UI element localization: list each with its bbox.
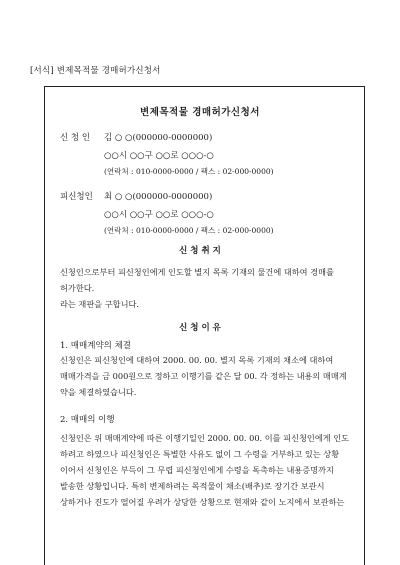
section1-line: 약을 체결하였습니다.: [60, 387, 137, 397]
section2-line: 상하거나 진도가 떨어질 우려가 상당한 상황으로 현재와 같이 노지에서 보관하는: [60, 497, 345, 507]
purpose-line: 신청인으로부터 피신청인에게 인도할 별지 목록 기재의 물건에 대하여 경매를: [60, 267, 334, 277]
purpose-line: 허가한다.: [60, 283, 95, 293]
section1-line: 신청인은 피신청인에 대하여 2000. 00. 00. 별지 목록 기재의 채소에 대하여: [60, 355, 334, 365]
section2-line: 하려고 하였으나 피신청인은 특별한 사유도 없이 그 수령을 거부하고 있는 상황: [60, 449, 340, 459]
section1-title: 1. 매매계약의 체결: [60, 341, 131, 351]
applicant-role: 신 청 인: [60, 133, 91, 143]
respondent-contact: (연락처 : 010-0000-0000 / 팩스 : 02-000-0000): [104, 226, 274, 235]
section2-paragraph: [60, 430, 356, 510]
applicant-contact: (연락처 : 010-0000-0000 / 팩스 : 02-000-0000): [104, 167, 274, 176]
section2-line: 발송한 상황입니다. 특히 변제하려는 목적물이 채소(배추)로 장기간 보관시: [60, 481, 325, 491]
respondent-address: ○○시 ○○구 ○○로 ○○○-○: [104, 210, 214, 220]
purpose-heading: 신 청 취 지: [179, 246, 221, 256]
section2-title: 2. 매매의 이행: [60, 415, 115, 425]
purpose-line: 라는 재판을 구합니다.: [60, 299, 139, 309]
respondent-role: 피신청인: [60, 192, 93, 202]
reasons-heading: 신 청 이 유: [179, 323, 221, 333]
section2-line: 이어서 신청인은 부득이 그 무렵 피신청인에게 수령을 독촉하는 내용증명까지: [60, 465, 334, 475]
purpose-paragraph: [60, 264, 356, 312]
applicant-address: ○○시 ○○구 ○○로 ○○○-○: [104, 151, 214, 161]
section1-paragraph: [60, 352, 356, 400]
document-title: 변제목적물 경매허가신청서: [140, 107, 260, 118]
respondent-name: 최 ○ ○(000000-0000000): [104, 192, 213, 202]
form-tag-label: [서식] 변제목적물 경매허가신청서: [30, 66, 161, 76]
section2-line: 신청인은 위 매매계약에 따른 이행기일인 2000. 00. 00. 이를 피신청인에게 인도: [60, 433, 350, 443]
applicant-name: 김 ○ ○(000000-0000000): [104, 133, 213, 143]
section1-line: 매매가격을 금 000원으로 정하고 이행기를 같은 달 00. 각 정하는 내용의 매매계: [60, 371, 347, 381]
